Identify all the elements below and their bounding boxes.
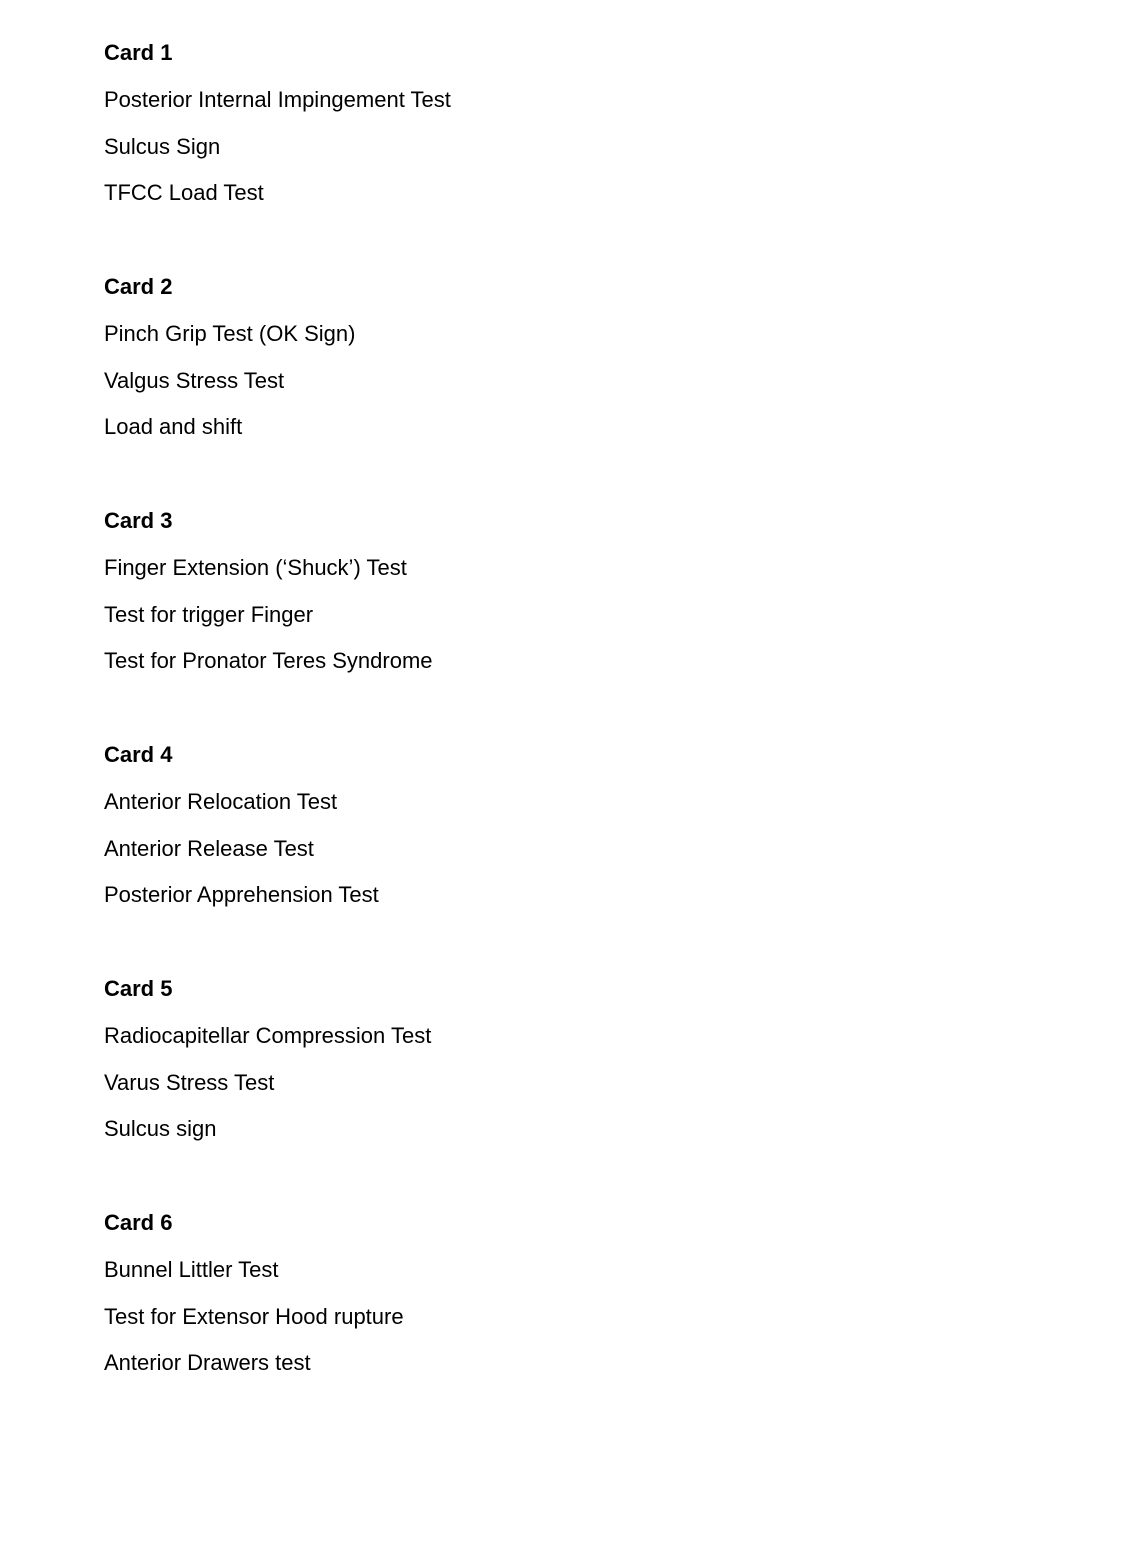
card-4 [104,732,451,919]
card-item: Bunnel Littler Test [104,1256,279,1282]
card-heading: Card 1 [104,40,173,65]
card-item: Sulcus sign [104,1116,217,1142]
card-2 [104,264,451,451]
card-item: Radiocapitellar Compression Test [104,1022,432,1048]
card-heading: Card 3 [104,507,173,533]
card-5 [104,966,451,1153]
card-item: Pinch Grip Test (OK Sign) [104,320,356,346]
card-item: Load and shift [104,414,243,440]
card-1 [104,30,451,217]
card-6 [104,1200,451,1387]
card-item: Test for Pronator Teres Syndrome [104,648,433,674]
card-item: Sulcus Sign [104,133,221,159]
card-item: Anterior Relocation Test [104,788,338,814]
card-item: TFCC Load Test [104,180,264,206]
card-item: Posterior Internal Impingement Test [104,86,451,112]
card-heading: Card 4 [104,741,173,767]
card-heading: Card 2 [104,273,173,299]
document-body [104,30,451,1434]
card-3 [104,498,451,685]
card-heading: Card 5 [104,975,173,1001]
card-item: Anterior Release Test [104,835,314,861]
card-heading: Card 6 [104,1209,173,1235]
card-item: Posterior Apprehension Test [104,882,379,908]
card-item: Test for Extensor Hood rupture [104,1303,404,1329]
card-item: Anterior Drawers test [104,1350,311,1376]
card-item: Finger Extension (‘Shuck’) Test [104,554,407,580]
card-item: Test for trigger Finger [104,601,314,627]
card-item: Varus Stress Test [104,1069,275,1095]
card-item: Valgus Stress Test [104,367,285,393]
